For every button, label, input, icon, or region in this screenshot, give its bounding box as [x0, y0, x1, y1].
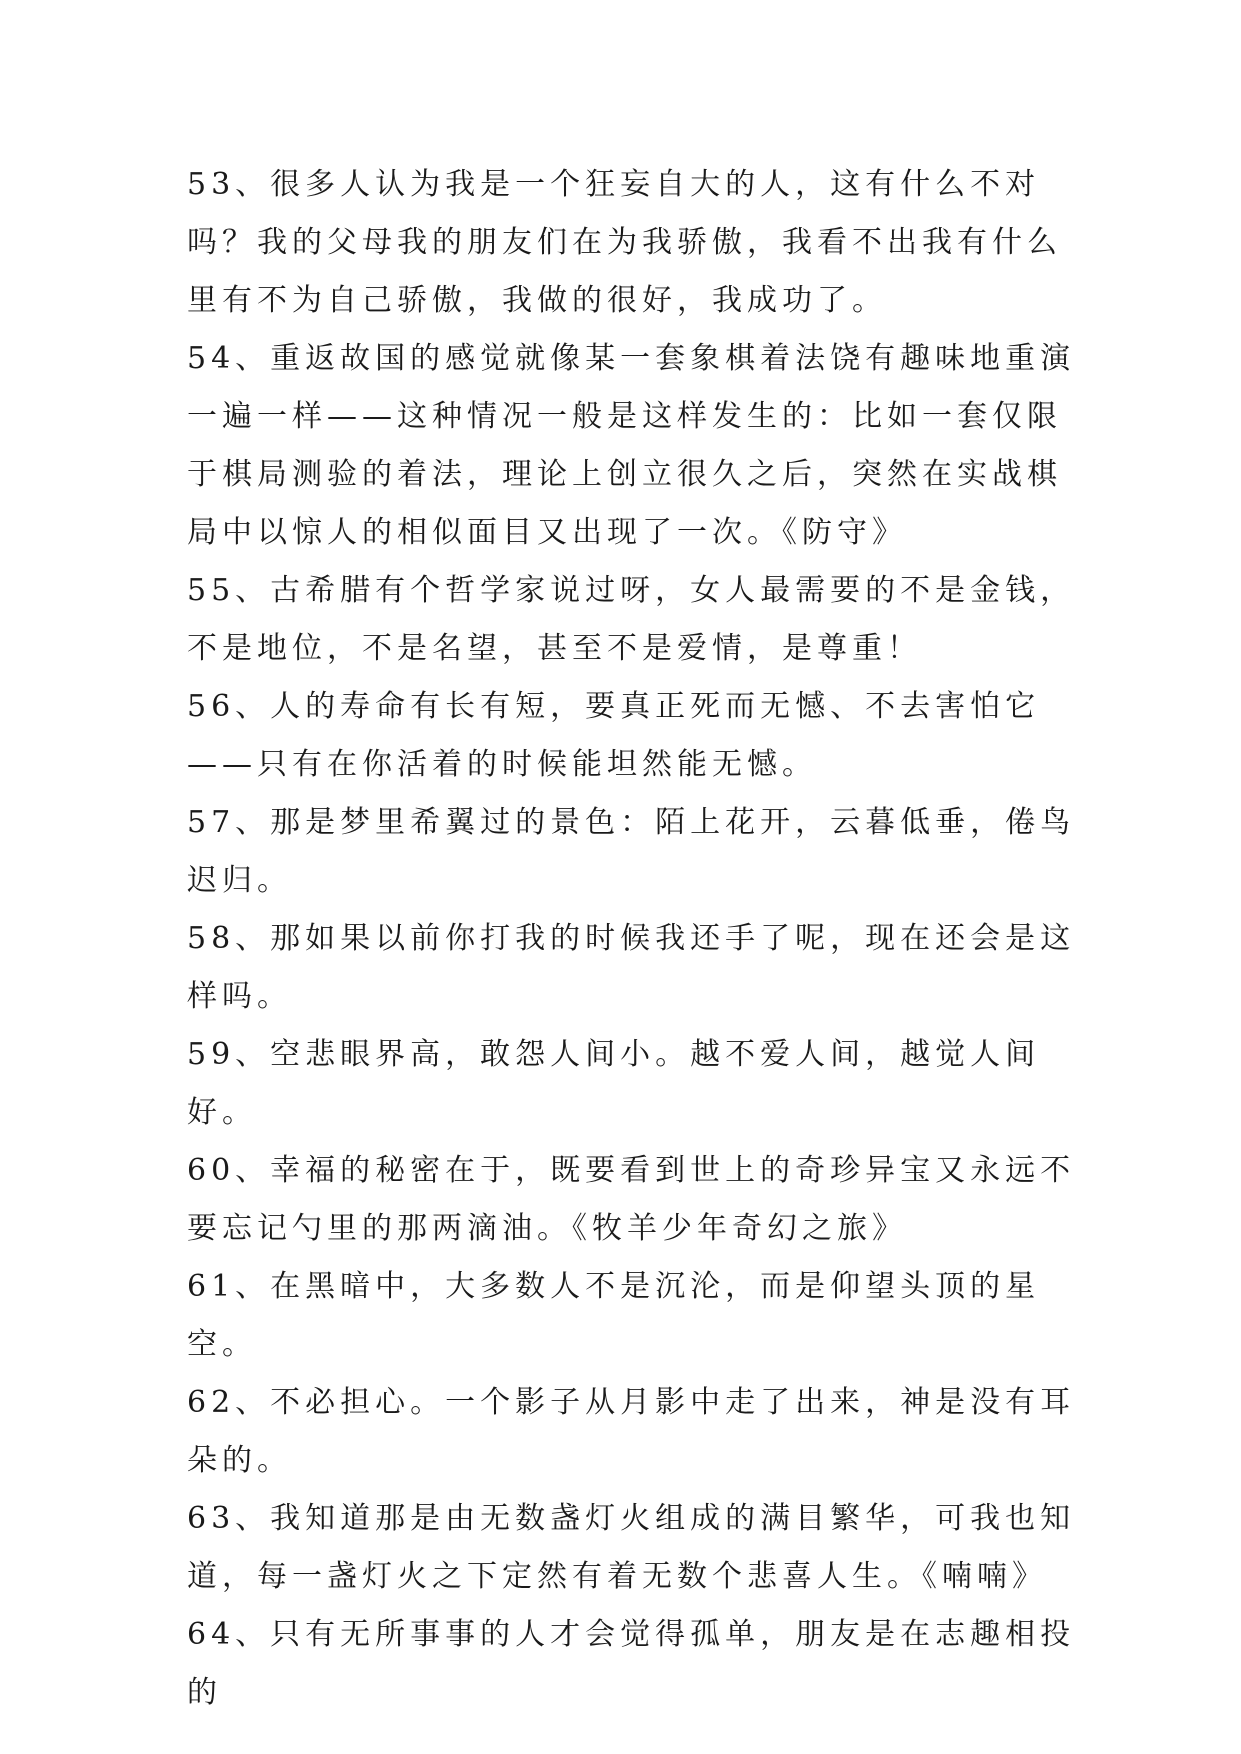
quote-entry-62: 62、不必担心。一个影子从月影中走了出来，神是没有耳朵的。 [187, 1385, 1076, 1478]
quote-entry-54: 54、重返故国的感觉就像某一套象棋着法饶有趣味地重演一遍一样——这种情况一般是这样发生的：比如一套仅限于棋局测验的着法，理论上创立很久之后，突然在实战棋局中以惊人的相似面目又出现了一次。《防守》 [187, 341, 1076, 550]
text-column [187, 156, 1087, 1722]
quote-entry-59: 59、空悲眼界高，敢怨人间小。越不爱人间，越觉人间好。 [187, 1037, 1041, 1130]
quote-entry-57: 57、那是梦里希翼过的景色：陌上花开，云暮低垂，倦鸟迟归。 [187, 805, 1076, 898]
quote-entry-53: 53、很多人认为我是一个狂妄自大的人，这有什么不对吗？我的父母我的朋友们在为我骄傲，我看不出我有什么里有不为自己骄傲，我做的很好，我成功了。 [187, 167, 1062, 318]
quote-entry-63: 63、我知道那是由无数盏灯火组成的满目繁华，可我也知道，每一盏灯火之下定然有着无数个悲喜人生。《喃喃》 [187, 1501, 1076, 1594]
quote-entry-55: 55、古希腊有个哲学家说过呀，女人最需要的不是金钱，不是地位，不是名望，甚至不是爱情，是尊重！ [187, 573, 1076, 666]
quote-entry-64: 64、只有无所事事的人才会觉得孤单，朋友是在志趣相投的 [187, 1617, 1076, 1710]
quote-entry-56: 56、人的寿命有长有短，要真正死而无憾、不去害怕它——只有在你活着的时候能坦然能无憾。 [187, 689, 1041, 782]
quote-entry-58: 58、那如果以前你打我的时候我还手了呢，现在还会是这样吗。 [187, 921, 1076, 1014]
quote-entry-60: 60、幸福的秘密在于，既要看到世上的奇珍异宝又永远不要忘记勺里的那两滴油。《牧羊少年奇幻之旅》 [187, 1153, 1076, 1246]
quote-entry-61: 61、在黑暗中，大多数人不是沉沦，而是仰望头顶的星空。 [187, 1269, 1041, 1362]
